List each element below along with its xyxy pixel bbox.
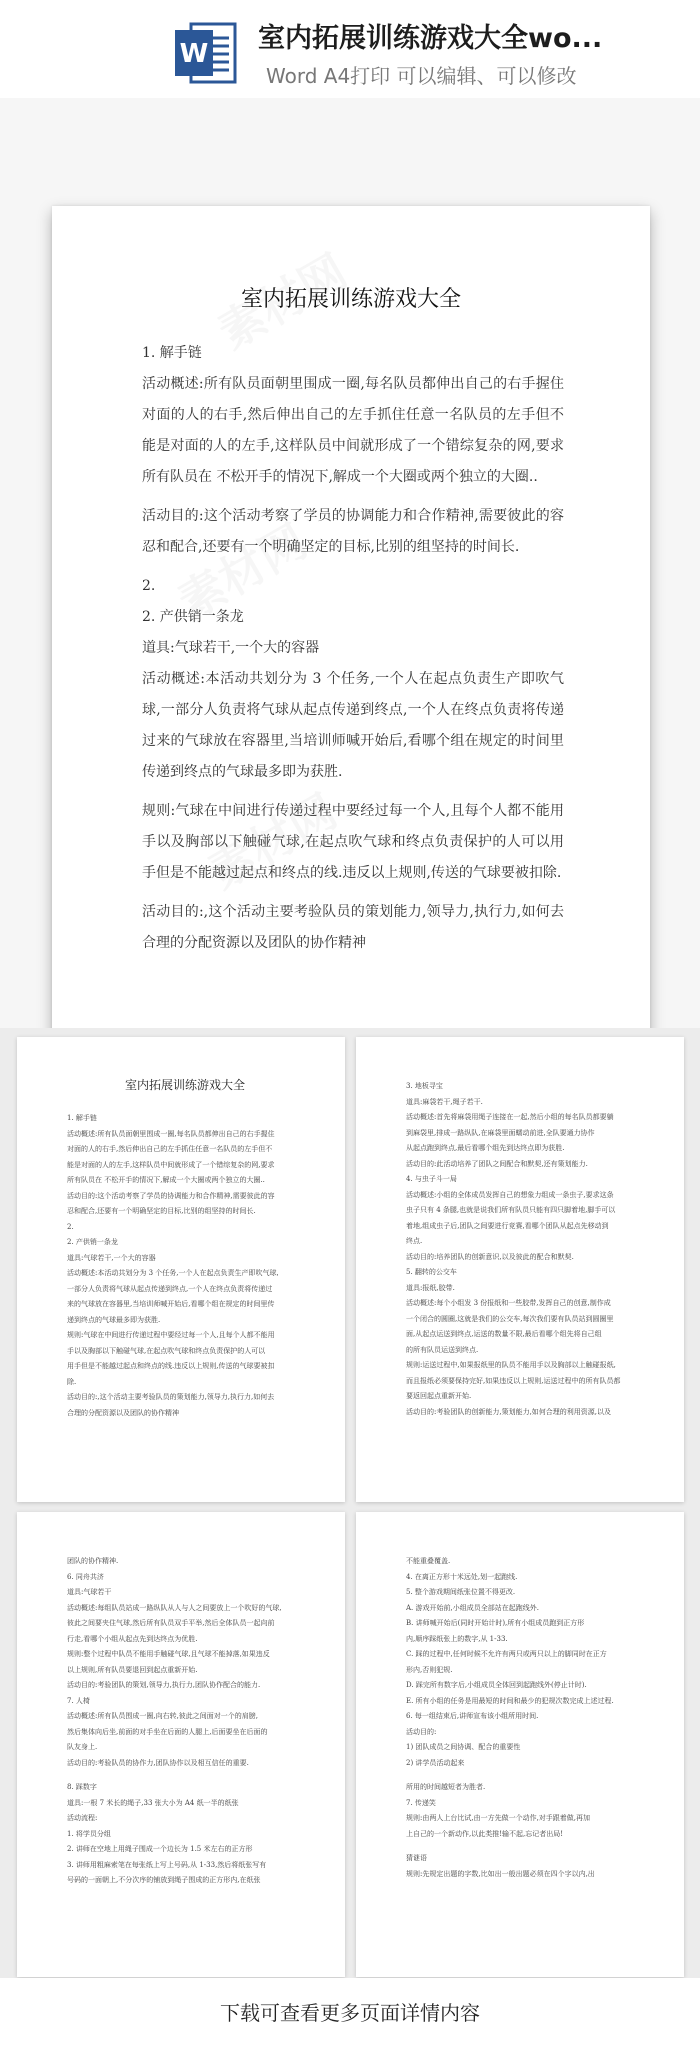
thumbnail-line: 7. 传递笑	[406, 1798, 436, 1807]
thumbnail-line: 着地,组成虫子后,团队之间要进行竞赛,看哪个团队从起点先移动到	[406, 1221, 609, 1230]
thumbnail-line: 行走,看哪个小组从起点先到达终点为优胜.	[67, 1634, 198, 1643]
thumbnail-line: 队友身上.	[67, 1743, 98, 1751]
word-icon	[175, 20, 237, 86]
thumbnail-line: 活动目的:,这个活动主要考验队员的策划能力,领导力,执行力,如何去	[67, 1393, 275, 1401]
thumbnail-line: 2. 讲师在空地上用绳子围成一个边长为 1.5 米左右的正方形	[67, 1845, 253, 1853]
download-more-link[interactable]: 下载可查看更多页面详情内容	[220, 2001, 480, 2025]
thumbnail-line: 猜谜语	[406, 1854, 427, 1862]
thumbnail-line: 从起点跑到终点,最后看哪个组先到达终点即为获胜.	[406, 1144, 565, 1152]
thumbnail-line: 活动目的:这个活动考察了学员的协调能力和合作精神,需要彼此的容	[67, 1191, 275, 1200]
thumbnail-line: 活动概述:首先将麻袋用绳子连接在一起,然后小组的每名队员都要躺	[406, 1113, 614, 1121]
heading: 1. 解手链	[142, 345, 202, 361]
thumbnail-page-2[interactable]	[356, 1037, 684, 1502]
thumbnail-line: 上自己的一个新动作,以此类推!输不起,忘记者出局!	[406, 1829, 564, 1838]
thumbnail-line: 合理的分配资源以及团队的协作精神	[67, 1408, 179, 1417]
thumbnail-line	[406, 1842, 642, 1851]
thumbnail-line: 对面的人的右手,然后伸出自己的左手抓住任意一名队员的左手但不	[67, 1145, 273, 1153]
thumbnail-line: 所用的时间越短者为胜者.	[406, 1783, 486, 1791]
thumbnail-line: 内,顺序踩纸张上的数字,从 1-33.	[406, 1634, 508, 1643]
preview-stage	[0, 98, 700, 1028]
thumbnail-line: 道具:报纸,胶带.	[406, 1283, 455, 1292]
thumbnail-line: 活动概述:本活动共划分为 3 个任务,一个人在起点负责生产即吹气球,	[67, 1269, 279, 1277]
thumbnail-line: 1. 解手链	[67, 1114, 97, 1122]
thumbnail-line: 3. 讲师用粗麻索笔在每张纸上写上号码,从 1-33,然后将纸张写有	[67, 1860, 267, 1869]
document-title: 室内拓展训练游戏大全wo...	[258, 23, 603, 54]
thumbnail-line: 3. 地板寻宝	[406, 1082, 443, 1090]
thumbnail-line: 号码的一面朝上,不分次序的铺放到绳子围成的正方形内,在纸张	[67, 1876, 261, 1884]
thumbnail-line: 规则:运送过程中,如果报纸里的队员不能用手以及胸部以上触碰报纸,	[406, 1361, 616, 1369]
thumbnail-line: 4. 在离正方形十米远处,划一起跑线.	[406, 1572, 518, 1581]
thumbnail-line: 活动概述:小组的全体成员发挥自己的想象力组成一条虫子,要求这条	[406, 1190, 614, 1199]
thumbnail-page-4[interactable]	[356, 1512, 684, 1977]
thumbnail-line: 1. 将学员分组	[67, 1829, 111, 1838]
thumbnail-line: A. 游戏开始前,小组成员全部站在起跑线外.	[406, 1603, 539, 1612]
thumbnail-line: 2.	[67, 1222, 74, 1231]
thumbnail-line: 到麻袋里,排成一路纵队,在麻袋里面蠕动前进,全队要通力协作	[406, 1128, 595, 1137]
paragraph: 活动目的:,这个活动主要考验队员的策划能力,领导力,执行力,如何去合理的分配资源以及团队的协作精神	[142, 904, 564, 951]
thumbnail-line: 用手但是不能越过起点和终点的线.违反以上规则,传送的气球要被扣	[67, 1362, 275, 1370]
thumbnail-line	[67, 1771, 303, 1780]
document-page	[52, 206, 650, 1051]
thumbnail-title: 室内拓展训练游戏大全	[124, 1078, 245, 1092]
thumbnail-line: 一部分人负责将气球从起点传递到终点,一个人在终点负责将传递过	[67, 1284, 273, 1293]
thumbnail-line: B. 讲师喊开始后(同时开始计时),所有小组成员跑到正方形	[406, 1619, 585, 1627]
thumbnail-line: 1) 团队成员之间协调、配合的重要性	[406, 1743, 521, 1751]
paragraph: 道具:气球若干,一个大的容器	[142, 640, 320, 656]
thumbnail-text	[67, 1077, 303, 1421]
thumbnail-line: 规则:先规定出题的字数,比如出一般出题必须在四个字以内,出	[406, 1869, 595, 1878]
thumbnail-line: 道具:一根 7 米长的绳子,33 张大小为 A4 纸一半的纸张	[67, 1798, 239, 1807]
footer[interactable]	[0, 1978, 700, 2046]
thumbnail-line: 5. 翻转的公交车	[406, 1268, 457, 1276]
thumbnail-line: 活动目的:培养团队的创新意识,以及彼此的配合和默契.	[406, 1252, 574, 1261]
thumbnail-line: 6. 同舟共济	[67, 1572, 104, 1581]
thumbnail-line: 彼此之间要夹住气球,然后所有队员双手平举,然后全体队员一起向前	[67, 1619, 275, 1627]
thumbnail-line: 然后集体向后坐,前面的对手坐在后面的人腿上,后面要坐在后面的	[67, 1727, 268, 1736]
header	[0, 0, 700, 98]
thumbnail-line: 活动概述:每组队员站成一路纵队从人与人之间要放上一个吹好的气球,	[67, 1603, 282, 1612]
thumbnail-page-3[interactable]	[17, 1512, 345, 1977]
thumbnail-line: 递到终点的气球最多即为获胜.	[67, 1315, 161, 1324]
thumbnail-line: 规则:气球在中间进行传递过程中要经过每一个人,且每个人都不能用	[67, 1331, 275, 1339]
thumbnail-line: 2) 讲学员活动起来	[406, 1758, 465, 1767]
thumbnail-line: 除.	[67, 1377, 77, 1386]
page-body	[142, 338, 564, 967]
thumbnail-line: 不能重叠覆盖.	[406, 1557, 451, 1565]
thumbnail-line: 忍和配合,还要有一个明确坚定的目标,比别的组坚持的时间长.	[67, 1207, 256, 1215]
thumbnail-line: 的所有队员运送到终点.	[406, 1345, 479, 1354]
thumbnail-line: 要返回起点重新开始.	[406, 1392, 472, 1400]
thumbnail-text	[406, 1079, 642, 1420]
paragraph: 活动概述:本活动共划分为 3 个任务,一个人在起点负责生产即吹气球,一部分人负责将气球从起点传递到终点,一个人在终点负责将传递过来的气球放在容器里,当培训师喊开始后,看哪个组在规定的时间里传递到终点的气球最多即为获胜.	[142, 671, 564, 780]
document-subtitle: Word A4打印 可以编辑、可以修改	[266, 64, 577, 88]
thumbnail-line: 能是对面的人的左手,这样队员中间就形成了一个错综复杂的网,要求	[67, 1160, 275, 1169]
thumbnail-line: C. 踩的过程中,任何时候不允许有两只或两只以上的脚同时在正方	[406, 1650, 607, 1658]
thumbnail-line: 规则:整个过程中队员不能用手触碰气球,且气球不能掉落,如果违反	[67, 1650, 270, 1658]
thumbnail-line: 手以及胸部以下触碰气球,在起点吹气球和终点负责保护的人可以	[67, 1346, 266, 1355]
paragraph: 活动目的:这个活动考察了学员的协调能力和合作精神,需要彼此的容忍和配合,还要有一个明确坚定的目标,比别的组坚持的时间长.	[142, 508, 564, 555]
thumbnail-line	[406, 1771, 642, 1780]
paragraph: 活动概述:所有队员面朝里围成一圈,每名队员都伸出自己的右手握住对面的人的右手,然后伸出自己的左手抓住任意一名队员的左手但不能是对面的人的左手,这样队员中间就形成了一个错综复杂的网,要求所有队员在 不松开手的情况下,解成一个大圈或两个独立的大圈..	[142, 376, 564, 485]
paragraph: 规则:气球在中间进行传递过程中要经过每一个人,且每个人都不能用手以及胸部以下触碰气球,在起点吹气球和终点负责保护的人可以用手但是不能越过起点和终点的线.违反以上规则,传送的气球要被扣除.	[142, 803, 564, 881]
thumbnail-line: 7. 人椅	[67, 1696, 90, 1705]
thumbnail-grid	[0, 1028, 700, 1978]
thumbnail-line: 2. 产供销一条龙	[67, 1238, 118, 1246]
thumbnail-line: 所有队员在 不松开手的情况下,解成一个大圈或两个独立的大圈..	[67, 1176, 265, 1184]
thumbnail-line: D. 踩完所有数字后,小组成员全体回到起跑线外(停止计时).	[406, 1681, 587, 1689]
thumbnail-page-1[interactable]	[17, 1037, 345, 1502]
thumbnail-line: 8. 踩数字	[67, 1783, 97, 1791]
heading: 2. 产供销一条龙	[142, 609, 244, 625]
thumbnail-line: 活动目的:	[406, 1727, 437, 1736]
thumbnail-line: 面,从起点运送到终点,运送的数量不限,最后看哪个组先将自己组	[406, 1330, 602, 1338]
thumbnail-line: 形内,否则犯规.	[406, 1665, 453, 1674]
thumbnail-line: 活动目的:考验团队的策划,领导力,执行力,团队协作配合的能力.	[67, 1681, 261, 1689]
thumbnail-text	[67, 1554, 303, 1889]
thumbnail-line: 来的气球放在容器里,当培训师喊开始后,看哪个组在规定的时间里传	[67, 1300, 275, 1308]
thumbnail-line: 道具:气球若干,一个大的容器	[67, 1253, 156, 1262]
thumbnail-line: 5. 整个游戏期间纸张位置不得更改.	[406, 1588, 516, 1596]
thumbnail-line: 以上规则,所有队员要退回到起点重新开始.	[67, 1665, 198, 1674]
thumbnail-line: 而且报纸必须要保持完好,如果违反以上规则,运送过程中的所有队员都	[406, 1376, 621, 1385]
thumbnail-line: 4. 与虫子斗一局	[406, 1175, 457, 1183]
thumbnail-line: 道具:气球若干	[67, 1588, 112, 1596]
thumbnail-line: 规则:由两人上台比试,由一方先做一个动作,对手跟着做,再加	[406, 1814, 591, 1822]
thumbnail-line: 活动流程:	[67, 1814, 98, 1822]
thumbnail-line: 6. 每一组结束后,讲师宣布该小组所用时间.	[406, 1712, 539, 1720]
paragraph: 2.	[142, 578, 156, 594]
thumbnail-line: 活动目的:此活动培养了团队之间配合和默契,还有策划能力.	[406, 1159, 588, 1168]
thumbnail-line: 团队的协作精神.	[67, 1557, 119, 1565]
thumbnail-line: 活动目的:考验队员的协作力,团队协作以及相互信任的重要.	[67, 1758, 249, 1767]
thumbnail-line: 虫子只有 4 条腿,也就是说我们所有队员只能有四只脚着地,脚手可以	[406, 1206, 616, 1214]
page-title: 室内拓展训练游戏大全	[240, 287, 461, 312]
thumbnail-text	[406, 1554, 642, 1882]
thumbnail-line: 终点.	[406, 1237, 423, 1245]
thumbnail-line: 活动概述:每个小组发 3 份报纸和一些胶带,发挥自己的创意,制作成	[406, 1299, 611, 1307]
thumbnail-line: 活动概述:所有队员围成一圈,向右转,彼此之间面对一个的肩膀,	[67, 1712, 259, 1720]
thumbnail-line: 道具:麻袋若干,绳子若干.	[406, 1097, 483, 1106]
thumbnail-line: 活动概述:所有队员面朝里围成一圈,每名队员都伸出自己的右手握住	[67, 1129, 275, 1138]
thumbnail-line: E. 所有小组的任务是用最短的时间和最少的犯规次数完成上述过程.	[406, 1696, 614, 1705]
thumbnail-line: 活动目的:考验团队的创新能力,策划能力,如何合理的利用资源,以及	[406, 1407, 612, 1416]
svg-text:W: W	[179, 39, 209, 69]
thumbnail-line: 一个闭合的圆圈,这就是我们的公交车,每次我们要有队员站到圆圈里	[406, 1314, 614, 1323]
